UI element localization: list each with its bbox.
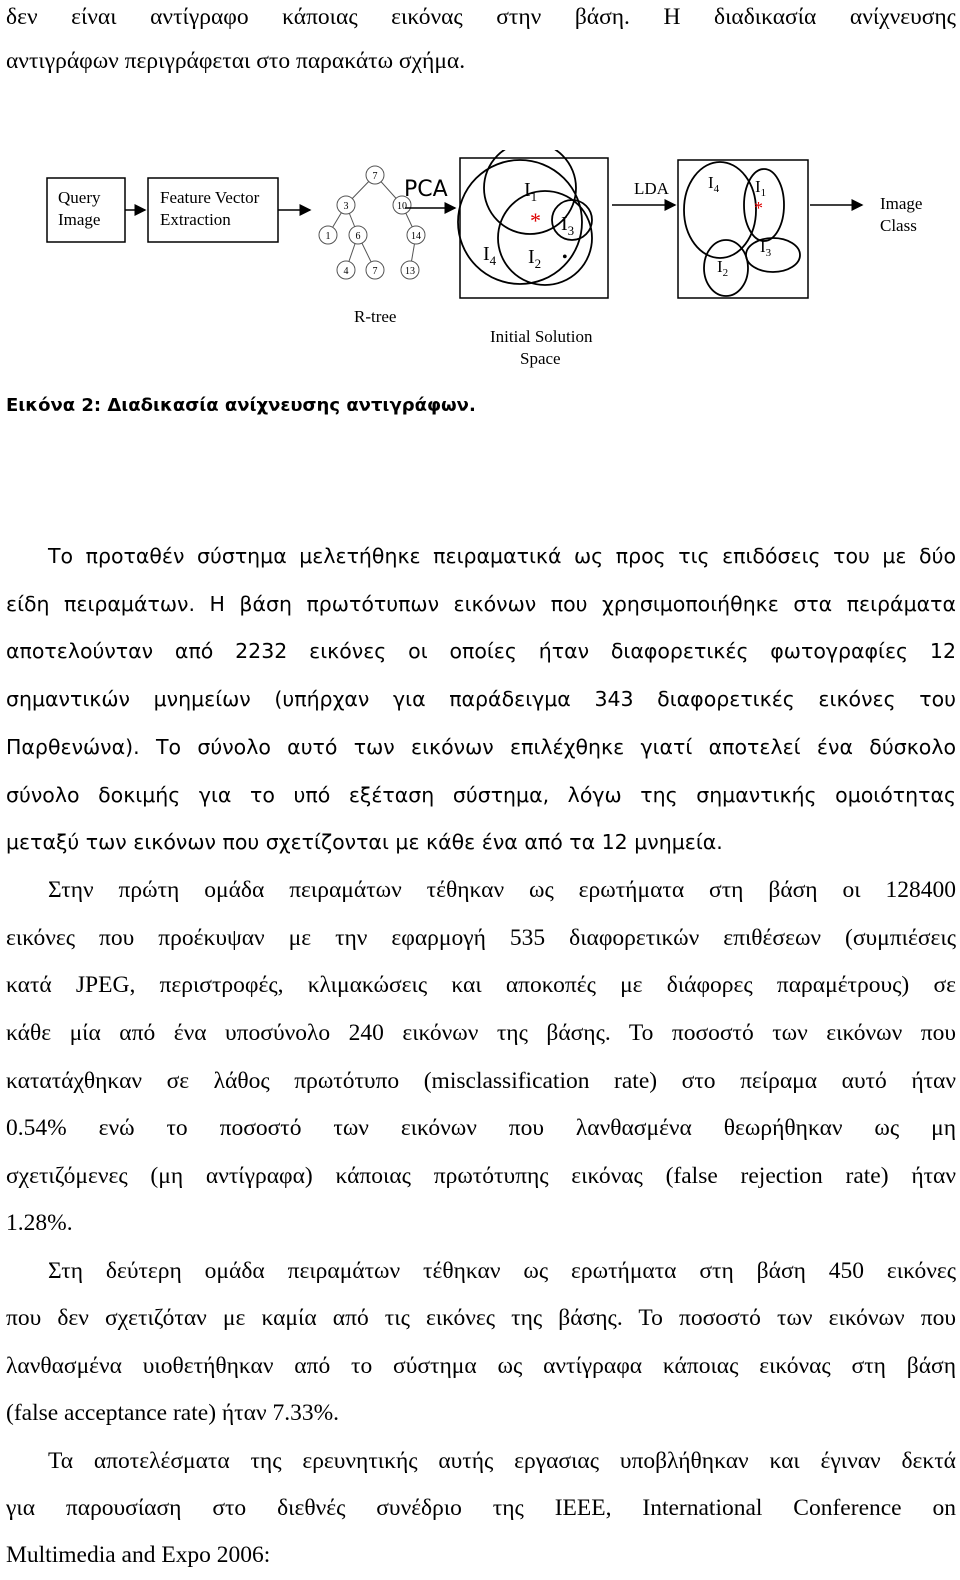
query-image-label-1: Query [58, 188, 101, 207]
cluster-circle [498, 191, 592, 285]
star-mark: * [530, 208, 541, 233]
text-line: σχετιζόμενες (μη αντίγραφα) κάποιας πρωτότυπης εικόνας (false rejection rate) ήταν [6, 1163, 956, 1189]
text-line: κάθε μία από ένα υποσύνολο 240 εικόνων της βάσης. Το ποσοστό των εικόνων που [6, 1020, 956, 1046]
cluster-ellipse [744, 169, 784, 241]
text-line: που δεν σχετιζόταν με καμία από τις εικόνες της βάσης. Το ποσοστό των εικόνων που [6, 1305, 956, 1331]
cluster-ellipse [684, 162, 756, 258]
rtree-node: 1 [325, 231, 331, 242]
rtree-node: 10 [397, 201, 407, 212]
text-line: Multimedia and Expo 2006: [6, 1542, 271, 1568]
label-i1: $I_1$ [755, 177, 767, 199]
text-line: σημαντικών μνημείων (υπήρχαν για παράδειγμα 343 διαφορετικές εικόνες του [6, 687, 956, 711]
class-space-box [678, 160, 808, 298]
pca-label: PCA [404, 177, 448, 202]
text-line: (false acceptance rate) ήταν 7.33%. [6, 1400, 340, 1426]
feature-vector-label-1: Feature Vector [160, 188, 260, 207]
text-line: λανθασμένα υιοθετήθηκαν από το σύστημα ως αντίγραφα κάποιας εικόνας στη βάση [6, 1353, 956, 1379]
text-line: για παρουσίαση στο διεθνές συνέδριο της IEEE, International Conference on [6, 1495, 956, 1521]
rtree-node: 7 [372, 266, 378, 277]
initial-space-label-2: Space [520, 349, 561, 368]
figure-caption: Εικόνα 2: Διαδικασία ανίχνευσης αντιγράφων. [6, 395, 476, 416]
duplicate-detection-diagram [0, 150, 960, 380]
label-i4: $I_4$ [483, 243, 497, 268]
rtree-node: 7 [372, 171, 378, 182]
text-line: Παρθενώνα). Το σύνολο αυτό των εικόνων επιλέχθηκε γιατί αποτελεί ένα δύσκολο [6, 735, 956, 759]
text-line: κατατάχθηκαν σε λάθος πρωτότυπο (misclassification rate) στο πείραμα αυτό ήταν [6, 1068, 956, 1094]
label-i2: $I_2$ [528, 246, 542, 271]
lda-label: LDA [634, 179, 669, 198]
label-i3: $I_3$ [760, 237, 772, 259]
image-class-label-2: Class [880, 216, 917, 235]
text-line: αποτελούνταν από 2232 εικόνες οι οποίες ήταν διαφορετικές φωτογραφίες 12 [6, 639, 956, 663]
text-line: κατά JPEG, περιστροφές, κλιμακώσεις και αποκοπές με διάφορες παραμέτρους) σε [6, 972, 956, 998]
text-line: δεν είναι αντίγραφο κάποιας εικόνας στην βάση. Η διαδικασία ανίχνευσης [6, 4, 956, 30]
text-line: είδη πειραμάτων. Η βάση πρωτότυπων εικόνων που χρησιμοποιήθηκε στα πειράματα [6, 592, 956, 616]
label-i1: $I_1$ [524, 179, 538, 204]
image-class-label-1: Image [880, 194, 923, 213]
rtree-node: 6 [355, 231, 361, 242]
label-i4: $I_4$ [708, 173, 720, 195]
text-line: σύνολο δοκιμής για το υπό εξέταση σύστημα, λόγω της σημαντικής ομοιότητας [6, 783, 956, 807]
text-line: 0.54% ενώ το ποσοστό των εικόνων που λανθασμένα θεωρήθηκαν ως μη [6, 1115, 956, 1141]
text-line: Στην πρώτη ομάδα πειραμάτων τέθηκαν ως ερωτήματα στη βάση οι 128400 [48, 877, 956, 903]
text-line: 1.28%. [6, 1210, 73, 1236]
rtree-node: 14 [411, 231, 421, 242]
dot-mark: • [562, 249, 568, 266]
cluster-ellipse [746, 238, 800, 272]
text-line: εικόνες που προέκυψαν με την εφαρμογή 535 διαφορετικών επιθέσεων (συμπιέσεις [6, 925, 956, 951]
star-mark: * [754, 198, 763, 218]
label-i3: $I_3$ [561, 213, 575, 238]
initial-space-label-1: Initial Solution [490, 327, 593, 346]
feature-vector-label-2: Extraction [160, 210, 231, 229]
query-image-label-2: Image [58, 210, 101, 229]
rtree-label: R-tree [354, 307, 397, 326]
text-line: αντιγράφων περιγράφεται στο παρακάτω σχήμα. [6, 48, 466, 74]
rtree-node: 13 [405, 266, 415, 277]
text-line: μεταξύ των εικόνων που σχετίζονται με κάθε ένα από τα 12 μνημεία. [6, 830, 723, 854]
label-i2: $I_2$ [717, 257, 729, 279]
rtree-node: 4 [343, 266, 349, 277]
text-line: Τα αποτελέσματα της ερευνητικής αυτής εργασιας υποβλήθηκαν και έγιναν δεκτά [48, 1448, 956, 1474]
rtree-node: 3 [343, 201, 349, 212]
text-line: Το προταθέν σύστημα μελετήθηκε πειραματικά ως προς τις επιδόσεις του με δύο [48, 544, 956, 568]
text-line: Στη δεύτερη ομάδα πειραμάτων τέθηκαν ως ερωτήματα στη βάση 450 εικόνες [48, 1258, 956, 1284]
